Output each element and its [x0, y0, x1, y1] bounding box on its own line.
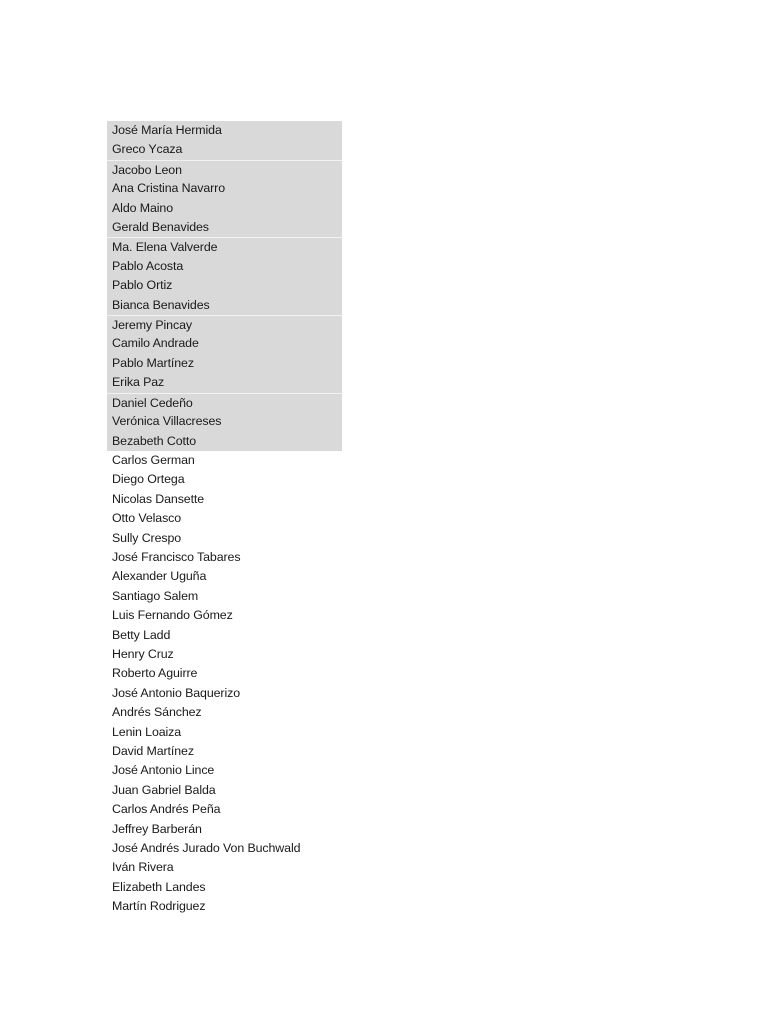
name-row: Greco Ycaza [107, 140, 342, 159]
name-row: Aldo Maino [107, 199, 342, 218]
name-row: Erika Paz [107, 373, 342, 392]
name-row: Betty Ladd [112, 627, 171, 642]
name-row: Ana Cristina Navarro [107, 179, 342, 198]
name-row: Juan Gabriel Balda [112, 782, 216, 797]
name-row: Gerald Benavides [107, 218, 342, 237]
name-row: Santiago Salem [112, 588, 199, 603]
name-row: José María Hermida [107, 121, 342, 140]
name-row: José Antonio Lince [112, 763, 215, 778]
name-row: Carlos German [112, 452, 195, 467]
name-row: Otto Velasco [112, 511, 182, 526]
name-row: Roberto Aguirre [112, 666, 198, 681]
name-row: Jeffrey Barberán [112, 821, 202, 836]
name-row: Bezabeth Cotto [107, 432, 342, 451]
name-row: Alexander Uguña [112, 569, 207, 584]
name-row: David Martínez [112, 744, 194, 758]
name-row: Andrés Sánchez [112, 705, 202, 720]
name-row: Iván Rivera [112, 860, 174, 875]
name-row: Luis Fernando Gómez [112, 608, 233, 623]
name-row: Carlos Andrés Peña [112, 802, 221, 817]
name-row: José Francisco Tabares [112, 549, 241, 564]
name-row: Henry Cruz [112, 646, 174, 661]
name-row: Sully Crespo [112, 530, 182, 545]
name-row: Jeremy Pincay [107, 315, 342, 334]
name-row: Daniel Cedeño [107, 393, 342, 412]
name-row: Diego Ortega [112, 472, 185, 487]
name-row: Pablo Martínez [107, 354, 342, 373]
name-row: Pablo Ortiz [107, 276, 342, 295]
name-row: Pablo Acosta [107, 257, 342, 276]
name-row: Bianca Benavides [107, 296, 342, 315]
name-row: Verónica Villacreses [107, 412, 342, 431]
name-row: Nicolas Dansette [112, 491, 205, 506]
name-row: José Andrés Jurado Von Buchwald [112, 841, 301, 856]
name-list [107, 121, 342, 917]
name-row: Jacobo Leon [107, 160, 342, 179]
name-row: Camilo Andrade [107, 334, 342, 353]
name-row: Ma. Elena Valverde [107, 237, 342, 256]
name-row: Lenin Loaiza [112, 724, 182, 739]
name-row: Elizabeth Landes [112, 879, 206, 894]
name-row: Martín Rodriguez [112, 899, 206, 914]
name-row: José Antonio Baquerizo [112, 685, 240, 700]
